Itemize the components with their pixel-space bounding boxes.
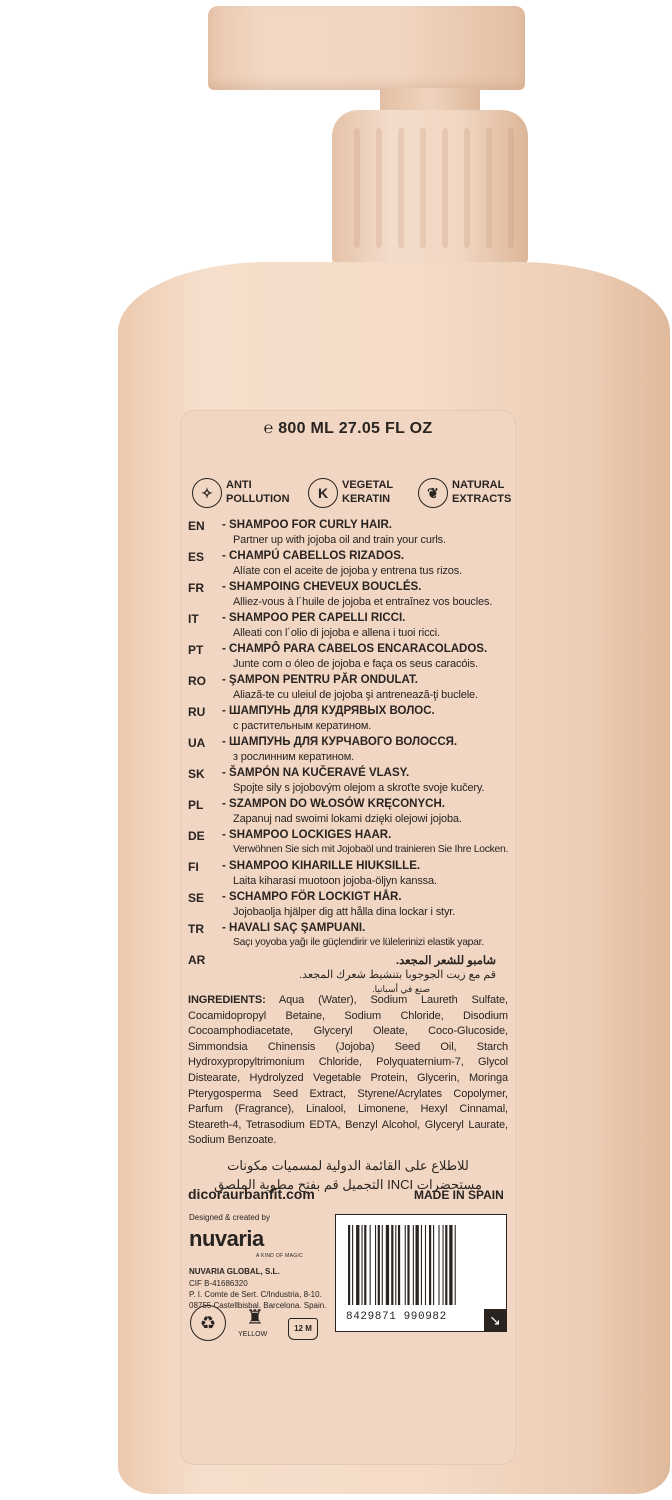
lang-sk: SK - ŠAMPÓN NA KUČERAVÉ VLASY. Spojte sily s jojobovým olejom a skroťte svoje kučery. [188, 767, 485, 794]
made-in-text: MADE IN SPAIN [414, 1188, 504, 1202]
barcode-bar [455, 1225, 456, 1305]
lang-ar: AR شامبو للشعر المجعد. قم مع زيت الجوجوبا بتنشيط شعرك المجعد. صنع في أسبانيا. [188, 953, 496, 994]
website-text: dicoraurbanfit.com [188, 1186, 315, 1202]
barcode-bar [429, 1225, 431, 1305]
company-city: 08755 Castellbisbal. Barcelona. Spain. [189, 1301, 327, 1310]
lang-ua: UA - ШАМПУНЬ ДЛЯ КУРЧАВОГО ВОЛОССЯ. з рослинним кератином. [188, 736, 458, 763]
barcode-bar [382, 1225, 383, 1305]
barcode-bar [425, 1225, 426, 1305]
lang-en: EN - SHAMPOO FOR CURLY HAIR. Partner up with jojoba oil and train your curls. [188, 519, 446, 546]
volume-text [180, 420, 516, 438]
volume-value: 800 ML 27.05 FL OZ [278, 420, 433, 437]
barcode-bar [362, 1225, 363, 1305]
collar-rib [508, 128, 514, 248]
company-address: P. I. Comte de Sert. C/Industria, 8-10. [189, 1290, 322, 1299]
language-list [188, 519, 510, 1001]
barcode-bar [348, 1225, 350, 1305]
pump-head [208, 6, 525, 90]
barcode-bar [405, 1225, 406, 1305]
lang-fi: FI - SHAMPOO KIHARILLE HIUKSILLE. Laita kiharasi muotoon jojoba-öljyn kanssa. [188, 860, 437, 887]
collar-rib [442, 128, 448, 248]
feature-label: ANTI POLLUTION [226, 479, 290, 505]
bin-label: YELLOW [238, 1331, 268, 1338]
natural-extracts-icon: ❦ [418, 478, 448, 508]
barcode-bar [378, 1225, 380, 1305]
nuvaria-logo: nuvaria [189, 1226, 264, 1251]
lang-tr: TR - HAVALI SAÇ ŞAMPUANI. Saçı yoyoba yağı ile güçlendirir ve lülelerinizi elastik yapar. [188, 922, 484, 948]
keratin-icon: K [308, 478, 338, 508]
lang-de: DE - SHAMPOO LOCKIGES HAAR. Verwöhnen Sie sich mit Jojobaöl und trainieren Sie Ihre Locken. [188, 829, 509, 855]
lang-es: ES - CHAMPÚ CABELLOS RIZADOS. Alíate con el aceite de jojoba y entrena tus rizos. [188, 550, 462, 577]
barcode-bar [352, 1225, 353, 1305]
ingredients-block [188, 993, 508, 1149]
barcode-bar [413, 1225, 414, 1305]
ingredients-label: INGREDIENTS: [188, 994, 266, 1006]
collar-rib [486, 128, 492, 248]
ingredients-text: Aqua (Water), Sodium Laureth Sulfate, Cocamidopropyl Betaine, Sodium Chloride, Disodium Cocoamphodiacetate, Glyceryl Oleate, Coco-Glucoside, Simmondsia Chinensis (Jojoba) Seed Oil, Starch Hydroxypropyltrimonium Chloride, Polyquaternium-7, Glycol Distearate, Hydrolyzed Vegetable Protein, Glycerin, Moringa Pterygosperma Seed Extract, Styrene/Acrylates Copolymer, Parfum (Fragrance), Linalool, Limonene, Hexyl Cinnamal, Steareth-4, Tetrasodium EDTA, Benzyl Alcohol, Glyceryl Laurate, Sodium Benzoate. [188, 994, 508, 1147]
barcode-bar [449, 1225, 452, 1305]
barcode-bar [443, 1225, 444, 1305]
barcode [335, 1214, 507, 1332]
company-name: NUVARIA GLOBAL, S.L. [189, 1267, 280, 1276]
barcode-bar [364, 1225, 366, 1305]
anti-pollution-icon: ✧ [192, 478, 222, 508]
barcode-bar [356, 1225, 359, 1305]
barcode-bar [416, 1225, 419, 1305]
barcode-bar [433, 1225, 434, 1305]
barcode-bar [438, 1225, 439, 1305]
lang-pt: PT - CHAMPÔ PARA CABELOS ENCARACOLADOS. Junte com o óleo de jojoba e faça os seus caracóis. [188, 643, 488, 670]
barcode-number: 8429871 990982 [346, 1311, 447, 1323]
barcode-bars [346, 1225, 496, 1305]
barcode-bar [445, 1225, 447, 1305]
collar-rib [376, 128, 382, 248]
lang-fr: FR - SHAMPOING CHEVEUX BOUCLÉS. Alliez-vous à l´huile de jojoba et entraînez vos boucles. [188, 581, 493, 608]
company-cif: CIF B-41686320 [189, 1279, 248, 1288]
recycling-bin-icon: ♜ [246, 1307, 264, 1329]
lang-se: SE - SCHAMPO FÖR LOCKIGT HÅR. Jojobaolja hjälper dig att hålla dina lockar i styr. [188, 891, 456, 918]
barcode-bar [375, 1225, 376, 1305]
feature-icons-row [192, 474, 512, 518]
lang-it: IT - SHAMPOO PER CAPELLI RICCI. Alleati con l´olio di jojoba e allena i tuoi ricci. [188, 612, 440, 639]
barcode-bar [370, 1225, 371, 1305]
feature-label: VEGETAL KERATIN [342, 479, 394, 505]
logo-tagline: A KIND OF MAGIC [256, 1253, 304, 1259]
designed-by-text: Designed & created by [189, 1213, 270, 1222]
pump-collar [332, 110, 528, 266]
collar-rib [420, 128, 426, 248]
barcode-bar [407, 1225, 409, 1305]
feature-label: NATURAL EXTRACTS [452, 479, 512, 505]
recycle-icon: ♻ [190, 1305, 226, 1341]
collar-rib [464, 128, 470, 248]
lang-ro: RO - ŞAMPON PENTRU PĂR ONDULAT. Aliază-te cu uleiul de jojoba şi antrenează-ţi buclele. [188, 674, 478, 701]
collar-rib [398, 128, 404, 248]
barcode-bar [386, 1225, 389, 1305]
estimated-sign-icon: ℮ [263, 420, 274, 437]
barcode-bar [421, 1225, 422, 1305]
lang-ru: RU - ШАМПУНЬ ДЛЯ КУДРЯВЫХ ВОЛОС. с растительным кератином. [188, 705, 435, 732]
collar-rib [354, 128, 360, 248]
lang-pl: PL - SZAMPON DO WŁOSÓW KRĘCONYCH. Zapanuj nad swoimi lokami dzięki olejowi jojoba. [188, 798, 462, 825]
arrow-icon: ↘ [484, 1309, 506, 1331]
barcode-bar [391, 1225, 393, 1305]
arabic-inci-note: للاطلاع على القائمة الدولية لمسميات مكونات مستحضرات INCI التجميل قم بفتح مطوية الملصق [214, 1158, 482, 1192]
barcode-bar [398, 1225, 400, 1305]
pao-icon: 12 M [288, 1318, 318, 1340]
barcode-bar [395, 1225, 396, 1305]
